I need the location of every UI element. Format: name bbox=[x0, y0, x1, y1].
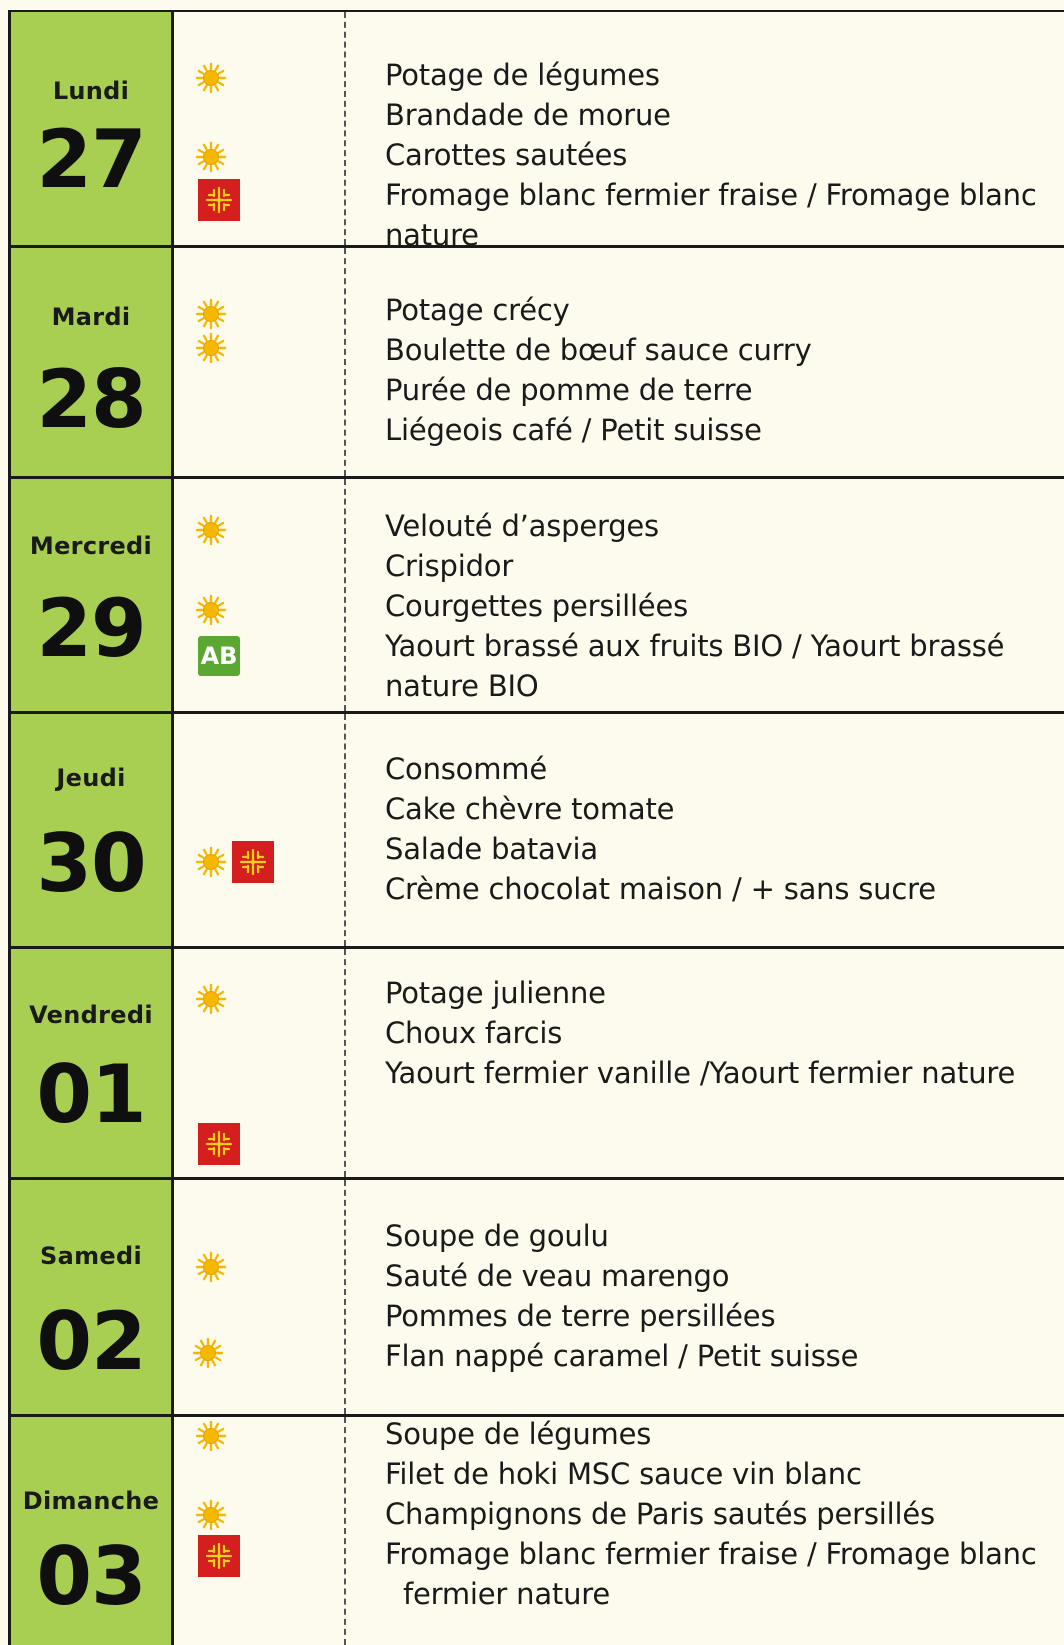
menu-item: Boulette de bœuf sauce curry bbox=[385, 333, 812, 367]
day-number: 03 bbox=[36, 1530, 146, 1623]
day-column bbox=[11, 479, 174, 711]
day-number: 27 bbox=[36, 113, 146, 206]
icon-column bbox=[174, 12, 346, 245]
day-row-lundi bbox=[11, 12, 1064, 252]
menu-item: Yaourt fermier vanille /Yaourt fermier nature bbox=[385, 1056, 1016, 1090]
sun-icon bbox=[195, 1251, 227, 1283]
day-row-dimanche bbox=[11, 1417, 1064, 1645]
menu-item: fermier nature bbox=[403, 1577, 610, 1611]
menu-item: Crispidor bbox=[385, 549, 514, 583]
menu-item: Brandade de morue bbox=[385, 98, 671, 132]
menu-item: Crème chocolat maison / + sans sucre bbox=[385, 872, 936, 906]
sun-icon bbox=[195, 1420, 227, 1452]
day-name: Vendredi bbox=[29, 1001, 153, 1029]
day-number: 29 bbox=[36, 582, 146, 675]
menu-item: Liégeois café / Petit suisse bbox=[385, 413, 762, 447]
day-name: Lundi bbox=[52, 77, 130, 105]
occitanie-cross-icon bbox=[198, 1535, 240, 1577]
occitanie-cross-icon bbox=[198, 1123, 240, 1165]
day-column bbox=[11, 949, 174, 1177]
menu-item: Soupe de légumes bbox=[385, 1417, 652, 1451]
menu-item: Potage crécy bbox=[385, 293, 570, 327]
menu-item: Potage julienne bbox=[385, 976, 606, 1010]
menu-item: Pommes de terre persillées bbox=[385, 1299, 776, 1333]
icon-column bbox=[174, 1180, 346, 1414]
menu-item: Sauté de veau marengo bbox=[385, 1259, 730, 1293]
menu-item: Champignons de Paris sautés persillés bbox=[385, 1497, 935, 1531]
menu-item: Fromage blanc fermier fraise / Fromage blanc bbox=[385, 1537, 1037, 1571]
menu-item: Consommé bbox=[385, 752, 547, 786]
sun-icon bbox=[195, 332, 227, 364]
day-column bbox=[11, 1417, 174, 1645]
day-name: Mercredi bbox=[29, 532, 153, 560]
icon-column bbox=[174, 479, 346, 711]
day-row-samedi bbox=[11, 1180, 1064, 1417]
sun-icon bbox=[195, 62, 227, 94]
icon-column bbox=[174, 248, 346, 476]
day-row-vendredi bbox=[11, 949, 1064, 1180]
menu-item: Flan nappé caramel / Petit suisse bbox=[385, 1339, 859, 1373]
menu-item: Cake chèvre tomate bbox=[385, 792, 675, 826]
icon-column bbox=[174, 1417, 346, 1645]
icon-column bbox=[174, 714, 346, 946]
sun-icon bbox=[195, 141, 227, 173]
icon-column bbox=[174, 949, 346, 1177]
day-name: Jeudi bbox=[56, 764, 126, 792]
sun-icon bbox=[195, 298, 227, 330]
sun-icon bbox=[195, 1499, 227, 1531]
day-row-mardi bbox=[11, 248, 1064, 479]
day-number: 01 bbox=[36, 1048, 146, 1141]
ab-organic-icon: AB bbox=[198, 636, 240, 676]
day-column bbox=[11, 1180, 174, 1414]
sun-icon bbox=[195, 846, 227, 878]
menu-item: Purée de pomme de terre bbox=[385, 373, 753, 407]
menu-item: Velouté d’asperges bbox=[385, 509, 659, 543]
menu-item: Soupe de goulu bbox=[385, 1219, 609, 1253]
sun-icon bbox=[195, 983, 227, 1015]
menu-item: Choux farcis bbox=[385, 1016, 563, 1050]
menu-item: nature BIO bbox=[385, 669, 539, 703]
day-row-jeudi bbox=[11, 714, 1064, 949]
sun-icon bbox=[195, 594, 227, 626]
day-number: 02 bbox=[36, 1295, 146, 1388]
day-column bbox=[11, 714, 174, 946]
sun-icon bbox=[195, 514, 227, 546]
menu-item: Yaourt brassé aux fruits BIO / Yaourt brassé bbox=[385, 629, 1005, 663]
day-name: Dimanche bbox=[22, 1487, 160, 1515]
weekly-menu bbox=[8, 10, 1064, 1645]
occitanie-cross-icon bbox=[198, 179, 240, 221]
occitanie-cross-icon bbox=[232, 841, 274, 883]
day-number: 30 bbox=[36, 817, 146, 910]
day-row-mercredi bbox=[11, 479, 1064, 714]
day-name: Samedi bbox=[40, 1242, 142, 1270]
menu-item: Carottes sautées bbox=[385, 138, 628, 172]
menu-item: Fromage blanc fermier fraise / Fromage blanc bbox=[385, 178, 1037, 212]
day-column bbox=[11, 248, 174, 476]
sun-icon bbox=[192, 1337, 224, 1369]
menu-item: Filet de hoki MSC sauce vin blanc bbox=[385, 1457, 862, 1491]
day-name: Mardi bbox=[51, 303, 131, 331]
menu-item: Courgettes persillées bbox=[385, 589, 688, 623]
menu-item: Salade batavia bbox=[385, 832, 598, 866]
day-column bbox=[11, 12, 174, 245]
day-number: 28 bbox=[36, 353, 146, 446]
menu-item: nature bbox=[385, 218, 479, 252]
menu-item: Potage de légumes bbox=[385, 58, 660, 92]
